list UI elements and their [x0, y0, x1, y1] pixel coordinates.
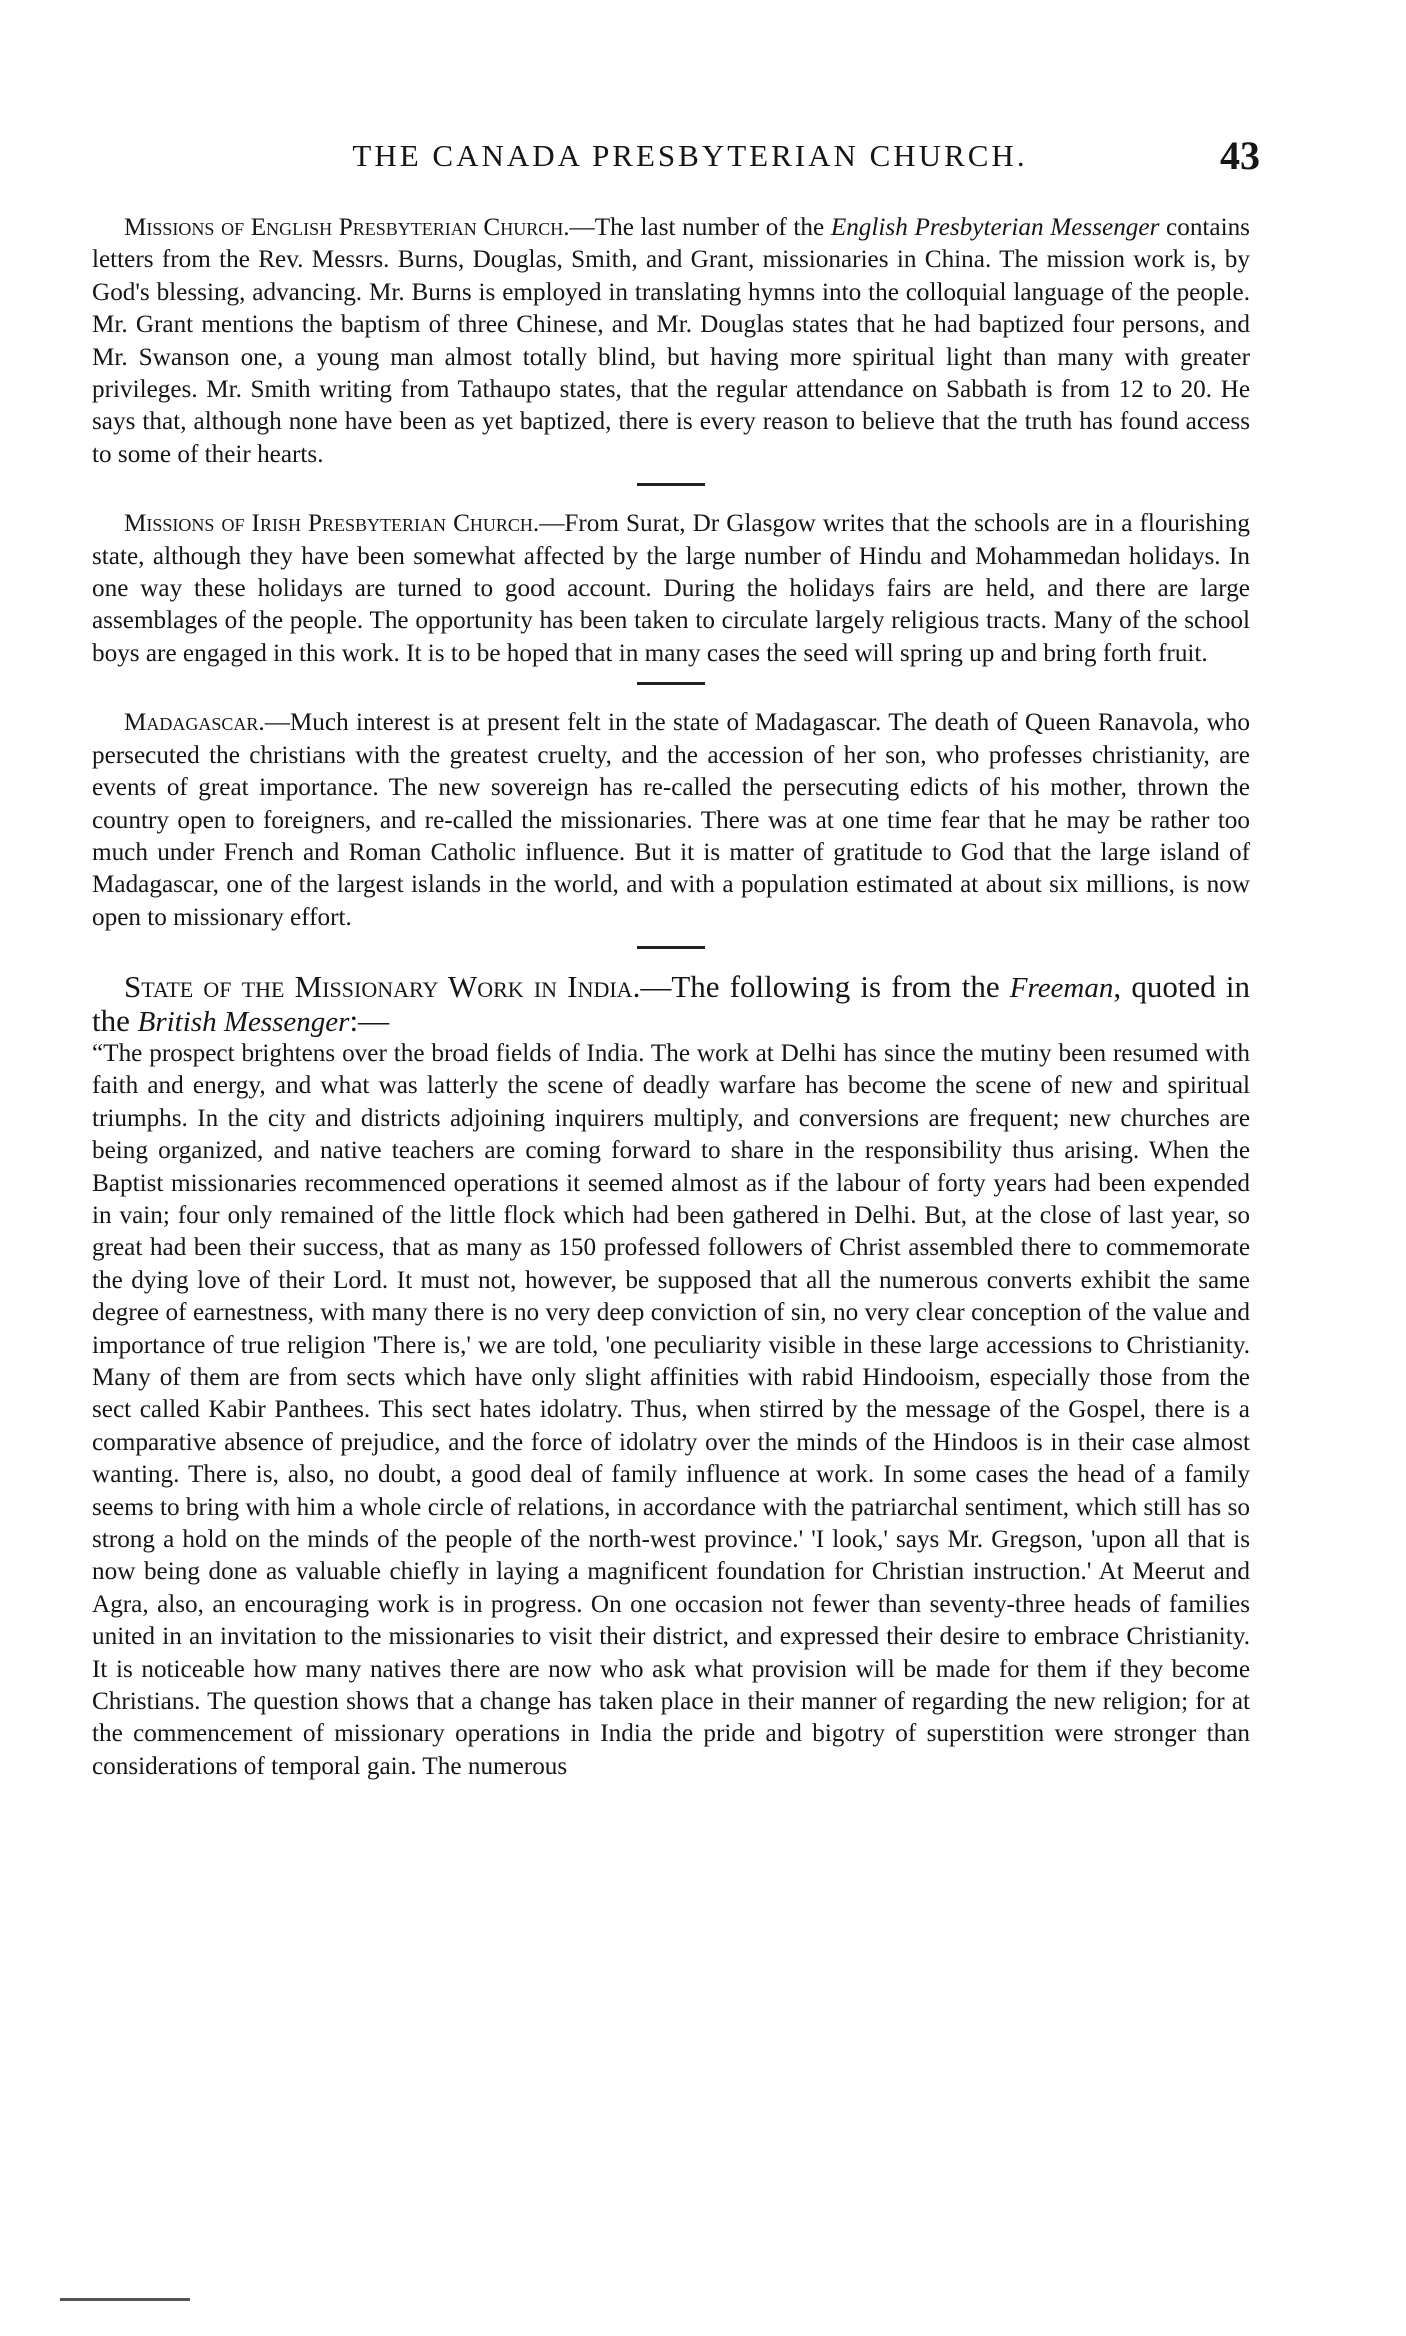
article-paragraph: [92, 212, 1250, 471]
article-english-missions: [92, 212, 1250, 471]
page-content: [92, 212, 1250, 1783]
section-divider: [637, 483, 705, 486]
article-irish-missions: [92, 508, 1250, 670]
section-divider: [637, 946, 705, 949]
footer-rule: [60, 2298, 190, 2301]
article-heading-paragraph: [92, 971, 1250, 1038]
quoted-paragraph: “The prospect brightens over the broad fields of India. The work at Delhi has since the mutiny been resumed with faith and energy, and what was latterly the scene of deadly warfare has become the scene of new and spiritual triumphs. In the city and districts adjoining inquirers multiply, and conversions are frequent; new churches are being organized, and native teachers are coming forward to share in the responsibility thus arising. When the Baptist missionaries recommenced operations it seemed almost as if the labour of forty years had been expended in vain; four only remained of the little flock which had been gathered in Delhi. But, at the close of last year, so great had been their success, that as many as 150 professed followers of Christ assembled there to commemorate the dying love of their Lord. It must not, however, be supposed that all the numerous converts exhibit the same degree of earnestness, with many there is no very deep conviction of sin, no very clear conception of the value and importance of true religion 'There is,' we are told, 'one peculiarity visible in these large accessions to Christianity. Many of them are from sects which have only slight affinities with rabid Hindooism, especially those from the sect called Kabir Panthees. This sect hates idolatry. Thus, when stirred by the message of the Gospel, there is a comparative absence of prejudice, and the force of idolatry over the minds of the Hindoos is in their case almost wanting. There is, also, no doubt, a good deal of family influence at work. In some cases the head of a family seems to bring with him a whole circle of relations, in accordance with the patriarchal sentiment, which still has so strong a hold on the minds of the people of the north-west province.' 'I look,' says Mr. Gregson, 'upon all that is now being done as valuable chiefly in laying a magnificent foundation for Christian instruction.' At Meerut and Agra, also, an encouraging work is in progress. On one occasion not fewer than seventy-three heads of families united in an invitation to the missionaries to visit their district, and expressed their desire to embrace Christianity. It is noticeable how many natives there are now who ask what provision will be made for them if they become Christians. The question shows that a change has taken place in their manner of regarding the new religion; for at the commencement of missionary operations in India the pride and bigotry of superstition were stronger than considerations of temporal gain. The numerous: [92, 1039, 1250, 1780]
running-title: THE CANADA PRESBYTERIAN CHURCH.: [352, 138, 1028, 173]
article-caption: State of the Missionary Work in India.: [124, 969, 641, 1005]
article-text: —The following is from the: [640, 969, 1010, 1005]
article-paragraph: [92, 508, 1250, 670]
running-header: [120, 133, 1260, 182]
section-divider: [637, 682, 705, 685]
publication-title: English Presbyterian Messenger: [830, 214, 1160, 241]
article-india: [92, 971, 1250, 1783]
article-caption: Missions of English Presbyterian Church.: [124, 214, 570, 241]
publication-title: British Messenger: [137, 1005, 350, 1038]
article-text: contains letters from the Rev. Messrs. Burns, Douglas, Smith, and Grant, missionaries in China. The mission work is, by God's blessing, advancing. Mr. Burns is employed in translating hymns into the colloquial language of the people. Mr. Grant mentions the baptism of three Chinese, and Mr. Douglas states that he had baptized four persons, and Mr. Swanson one, a young man almost totally blind, but having more spiritual light than many with greater privileges. Mr. Smith writing from Tathaupo states, that the regular attendance on Sabbath is from 12 to 20. He says that, although none have been as yet baptized, there is every reason to believe that the truth has found access to some of their hearts.: [92, 214, 1250, 468]
article-caption: Madagascar.: [124, 709, 265, 737]
article-paragraph: [92, 707, 1250, 934]
article-text: —From Surat, Dr Glasgow writes that the schools are in a flourishing state, although they have been somewhat affected by the large number of Hindu and Mohammedan holidays. In one way these holidays are turned to good account. During the holidays fairs are held, and there are large assemblages of the people. The opportunity has been taken to circulate largely religious tracts. Many of the school boys are engaged in this work. It is to be hoped that in many cases the seed will spring up and bring forth fruit.: [92, 510, 1250, 667]
page-number: 43: [1220, 133, 1260, 178]
article-caption: Missions of Irish Presbyterian Church.: [124, 510, 540, 538]
article-text: —Much interest is at present felt in the state of Madagascar. The death of Queen Ranavola, who persecuted the christians with the greatest cruelty, and the accession of her son, who professes christianity, are events of great importance. The new sovereign has re-called the persecuting edicts of his mother, thrown the country open to foreigners, and re-called the missionaries. There was at one time fear that he may be rather too much under French and Roman Catholic influence. But it is matter of gratitude to God that the large island of Madagascar, one of the largest islands in the world, and with a population estimated at about six millions, is now open to missionary effort.: [92, 709, 1250, 931]
article-text: :—: [349, 1002, 390, 1038]
publication-title: Freeman: [1009, 972, 1114, 1005]
article-text: —The last number of the: [569, 214, 831, 241]
article-text: , quoted in the: [92, 969, 1250, 1038]
article-madagascar: [92, 707, 1250, 934]
